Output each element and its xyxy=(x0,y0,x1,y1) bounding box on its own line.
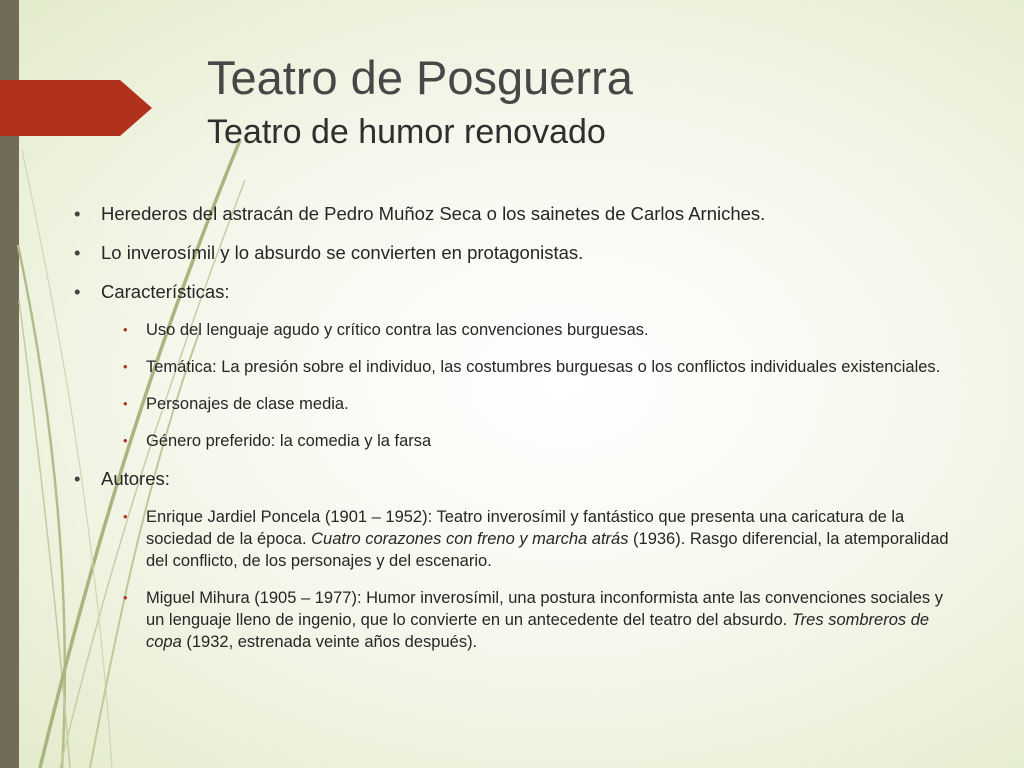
jardiel-text-after: (1936). Rasgo diferencial, la atemporalidad del conflicto, de los personajes y del escenario. xyxy=(146,530,949,570)
sub-bullet-genero: • Género preferido: la comedia y la farsa xyxy=(120,430,954,452)
bullet-herederos: • Herederos del astracán de Pedro Muñoz Seca o los sainetes de Carlos Arniches. xyxy=(74,202,954,226)
mihura-text-after: (1932, estrenada veinte años después). xyxy=(181,633,478,651)
jardiel-text-before: Enrique Jardiel Poncela (1901 – 1952): Teatro inverosímil y fantástico que presenta una caricatura de la sociedad de la época. xyxy=(146,508,905,548)
sub-bullet-mihura xyxy=(120,587,954,653)
bullet-autores: • Autores: xyxy=(74,467,954,491)
bullet-caracteristicas: • Características: xyxy=(74,280,954,304)
sub-bullet-lenguaje: • Uso del lenguaje agudo y crítico contra las convenciones burguesas. xyxy=(120,319,954,341)
title-block xyxy=(207,50,987,154)
sub-bullet-tematica: • Temática: La presión sobre el individuo, las costumbres burguesas o los conflictos individuales existenciales. xyxy=(120,356,954,378)
sub-bullet-personajes: • Personajes de clase media. xyxy=(120,393,954,415)
slide-content xyxy=(74,202,954,668)
mihura-work-title: Tres sombreros de copa xyxy=(146,611,930,651)
mihura-text-before: Miguel Mihura (1905 – 1977): Humor inverosímil, una postura inconformista ante las convenciones sociales y un lenguaje lleno de ingenio, que lo convierte en un antecedente del teatro del absurdo. xyxy=(146,589,943,629)
sub-bullet-jardiel xyxy=(120,506,954,572)
jardiel-work-title: Cuatro corazones con freno y marcha atrás xyxy=(311,530,629,548)
slide-title: Teatro de Posguerra xyxy=(207,51,633,104)
bullet-inverosimil: • Lo inverosímil y lo absurdo se convierten en protagonistas. xyxy=(74,241,954,265)
red-pennant-shape xyxy=(0,0,160,150)
slide-subtitle: Teatro de humor renovado xyxy=(207,113,606,151)
